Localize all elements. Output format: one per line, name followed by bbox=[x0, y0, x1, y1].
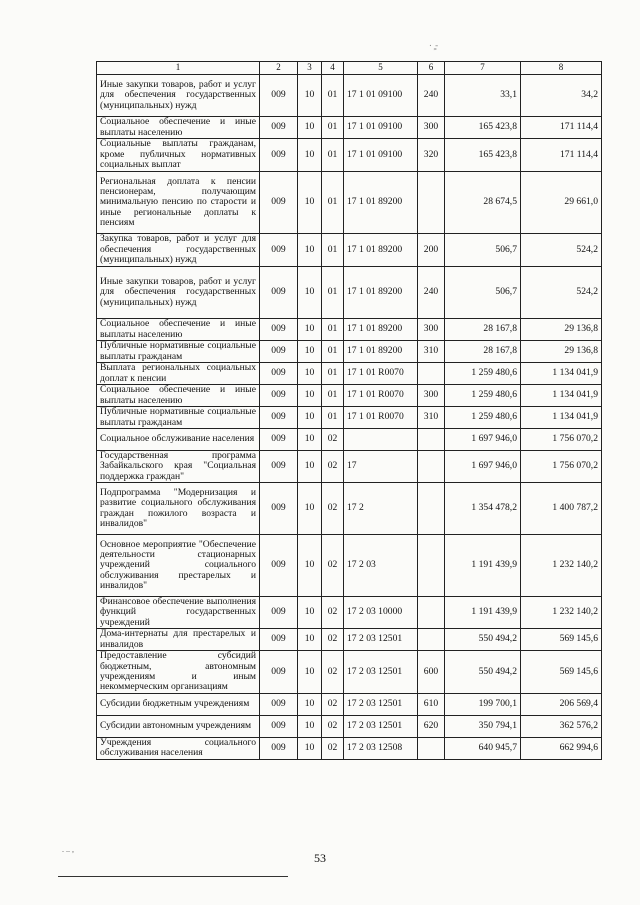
amount-year-2: 34,2 bbox=[521, 75, 602, 117]
page-number: 53 bbox=[314, 851, 326, 865]
section-code: 10 bbox=[298, 319, 322, 341]
amount-year-2: 524,2 bbox=[521, 234, 602, 267]
table-row bbox=[97, 172, 602, 234]
amount-year-2: 29 136,8 bbox=[521, 319, 602, 341]
target-article-code: 17 2 03 10000 bbox=[344, 597, 418, 629]
subsection-code: 02 bbox=[322, 429, 344, 451]
amount-year-1: 1 259 480,6 bbox=[445, 407, 521, 429]
target-article-code: 17 1 01 R0070 bbox=[344, 363, 418, 385]
table-row bbox=[97, 535, 602, 597]
ministry-code: 009 bbox=[260, 651, 298, 693]
item-name: Государственная программа Забайкальского края "Социальная поддержка граждан" bbox=[97, 451, 260, 483]
column-header: 6 bbox=[418, 62, 445, 75]
subsection-code: 02 bbox=[322, 451, 344, 483]
expense-type-code bbox=[418, 429, 445, 451]
item-name: Региональная доплата к пенсии пенсионерам, получающим минимальную пенсию по старости и иные региональные доплаты к пенсиям bbox=[97, 172, 260, 234]
section-code: 10 bbox=[298, 234, 322, 267]
item-name: Выплата региональных социальных доплат к пенсии bbox=[97, 363, 260, 385]
ministry-code: 009 bbox=[260, 429, 298, 451]
section-code: 10 bbox=[298, 267, 322, 319]
ministry-code: 009 bbox=[260, 385, 298, 407]
table-row bbox=[97, 483, 602, 535]
column-header: 2 bbox=[260, 62, 298, 75]
target-article-code: 17 2 bbox=[344, 483, 418, 535]
item-name: Социальное обеспечение и иные выплаты населению bbox=[97, 117, 260, 139]
ministry-code: 009 bbox=[260, 267, 298, 319]
subsection-code: 02 bbox=[322, 483, 344, 535]
item-name: Иные закупки товаров, работ и услуг для обеспечения государственных (муниципальных) нужд bbox=[97, 75, 260, 117]
amount-year-1: 506,7 bbox=[445, 234, 521, 267]
section-code: 10 bbox=[298, 385, 322, 407]
section-code: 10 bbox=[298, 629, 322, 651]
section-code: 10 bbox=[298, 363, 322, 385]
subsection-code: 01 bbox=[322, 267, 344, 319]
expense-type-code bbox=[418, 363, 445, 385]
ministry-code: 009 bbox=[260, 737, 298, 759]
expense-type-code: 320 bbox=[418, 139, 445, 172]
table-row bbox=[97, 651, 602, 693]
item-name: Иные закупки товаров, работ и услуг для обеспечения государственных (муниципальных) нужд bbox=[97, 267, 260, 319]
subsection-code: 02 bbox=[322, 597, 344, 629]
item-name: Подпрограмма "Модернизация и развитие социального обслуживания граждан пожилого возраста и инвалидов" bbox=[97, 483, 260, 535]
target-article-code: 17 2 03 12501 bbox=[344, 693, 418, 715]
amount-year-2: 1 134 041,9 bbox=[521, 363, 602, 385]
amount-year-1: 28 167,8 bbox=[445, 341, 521, 363]
section-code: 10 bbox=[298, 139, 322, 172]
expense-type-code bbox=[418, 172, 445, 234]
column-header: 8 bbox=[521, 62, 602, 75]
amount-year-2: 524,2 bbox=[521, 267, 602, 319]
item-name: Публичные нормативные социальные выплаты гражданам bbox=[97, 407, 260, 429]
target-article-code: 17 2 03 12501 bbox=[344, 715, 418, 737]
target-article-code: 17 1 01 89200 bbox=[344, 341, 418, 363]
target-article-code: 17 1 01 R0070 bbox=[344, 407, 418, 429]
amount-year-1: 165 423,8 bbox=[445, 117, 521, 139]
table-row bbox=[97, 715, 602, 737]
ministry-code: 009 bbox=[260, 341, 298, 363]
item-name: Основное мероприятие "Обеспечение деятельности стационарных учреждений социального обслуживания престарелых и инвалидов" bbox=[97, 535, 260, 597]
expense-type-code: 300 bbox=[418, 117, 445, 139]
section-code: 10 bbox=[298, 715, 322, 737]
item-name: Финансовое обеспечение выполнения функций государственных учреждений bbox=[97, 597, 260, 629]
ministry-code: 009 bbox=[260, 319, 298, 341]
target-article-code: 17 2 03 bbox=[344, 535, 418, 597]
target-article-code: 17 bbox=[344, 451, 418, 483]
item-name: Социальное обеспечение и иные выплаты населению bbox=[97, 319, 260, 341]
column-header: 5 bbox=[344, 62, 418, 75]
section-code: 10 bbox=[298, 172, 322, 234]
expense-type-code bbox=[418, 451, 445, 483]
amount-year-1: 1 259 480,6 bbox=[445, 385, 521, 407]
ministry-code: 009 bbox=[260, 597, 298, 629]
section-code: 10 bbox=[298, 483, 322, 535]
expense-type-code bbox=[418, 483, 445, 535]
column-header: 4 bbox=[322, 62, 344, 75]
table-row bbox=[97, 629, 602, 651]
expense-type-code bbox=[418, 629, 445, 651]
target-article-code: 17 1 01 89200 bbox=[344, 172, 418, 234]
amount-year-1: 550 494,2 bbox=[445, 651, 521, 693]
expense-type-code: 610 bbox=[418, 693, 445, 715]
subsection-code: 01 bbox=[322, 117, 344, 139]
subsection-code: 02 bbox=[322, 535, 344, 597]
target-article-code bbox=[344, 429, 418, 451]
table-row bbox=[97, 267, 602, 319]
subsection-code: 02 bbox=[322, 737, 344, 759]
table-row bbox=[97, 407, 602, 429]
subsection-code: 01 bbox=[322, 75, 344, 117]
target-article-code: 17 1 01 09100 bbox=[344, 117, 418, 139]
subsection-code: 01 bbox=[322, 341, 344, 363]
section-code: 10 bbox=[298, 117, 322, 139]
amount-year-1: 550 494,2 bbox=[445, 629, 521, 651]
ministry-code: 009 bbox=[260, 407, 298, 429]
section-code: 10 bbox=[298, 651, 322, 693]
ministry-code: 009 bbox=[260, 234, 298, 267]
table-row bbox=[97, 75, 602, 117]
amount-year-1: 199 700,1 bbox=[445, 693, 521, 715]
amount-year-2: 1 134 041,9 bbox=[521, 407, 602, 429]
amount-year-2: 29 661,0 bbox=[521, 172, 602, 234]
expense-type-code: 600 bbox=[418, 651, 445, 693]
ministry-code: 009 bbox=[260, 483, 298, 535]
target-article-code: 17 2 03 12508 bbox=[344, 737, 418, 759]
table-row bbox=[97, 693, 602, 715]
target-article-code: 17 1 01 89200 bbox=[344, 319, 418, 341]
table-row bbox=[97, 341, 602, 363]
amount-year-2: 1 134 041,9 bbox=[521, 385, 602, 407]
subsection-code: 02 bbox=[322, 651, 344, 693]
expense-type-code bbox=[418, 597, 445, 629]
amount-year-1: 28 674,5 bbox=[445, 172, 521, 234]
table-row bbox=[97, 363, 602, 385]
subsection-code: 01 bbox=[322, 363, 344, 385]
amount-year-1: 165 423,8 bbox=[445, 139, 521, 172]
amount-year-2: 1 756 070,2 bbox=[521, 429, 602, 451]
table-row bbox=[97, 139, 602, 172]
column-header: 7 bbox=[445, 62, 521, 75]
item-name: Социальные выплаты гражданам, кроме публичных нормативных социальных выплат bbox=[97, 139, 260, 172]
ministry-code: 009 bbox=[260, 451, 298, 483]
amount-year-1: 33,1 bbox=[445, 75, 521, 117]
table-row bbox=[97, 234, 602, 267]
item-name: Субсидии автономным учреждениям bbox=[97, 715, 260, 737]
subsection-code: 01 bbox=[322, 385, 344, 407]
expense-type-code: 310 bbox=[418, 407, 445, 429]
ministry-code: 009 bbox=[260, 693, 298, 715]
item-name: Субсидии бюджетным учреждениям bbox=[97, 693, 260, 715]
amount-year-2: 1 232 140,2 bbox=[521, 597, 602, 629]
ministry-code: 009 bbox=[260, 172, 298, 234]
expense-type-code bbox=[418, 535, 445, 597]
section-code: 10 bbox=[298, 429, 322, 451]
target-article-code: 17 1 01 89200 bbox=[344, 267, 418, 319]
subsection-code: 02 bbox=[322, 693, 344, 715]
amount-year-2: 569 145,6 bbox=[521, 651, 602, 693]
amount-year-1: 1 697 946,0 bbox=[445, 451, 521, 483]
subsection-code: 01 bbox=[322, 234, 344, 267]
amount-year-2: 569 145,6 bbox=[521, 629, 602, 651]
amount-year-2: 171 114,4 bbox=[521, 139, 602, 172]
expense-type-code: 310 bbox=[418, 341, 445, 363]
item-name: Учреждения социального обслуживания населения bbox=[97, 737, 260, 759]
amount-year-1: 1 191 439,9 bbox=[445, 597, 521, 629]
amount-year-2: 1 756 070,2 bbox=[521, 451, 602, 483]
expense-type-code bbox=[418, 737, 445, 759]
target-article-code: 17 2 03 12501 bbox=[344, 629, 418, 651]
amount-year-1: 1 354 478,2 bbox=[445, 483, 521, 535]
section-code: 10 bbox=[298, 407, 322, 429]
item-name: Социальное обслуживание населения bbox=[97, 429, 260, 451]
target-article-code: 17 1 01 09100 bbox=[344, 139, 418, 172]
section-code: 10 bbox=[298, 597, 322, 629]
item-name: Публичные нормативные социальные выплаты гражданам bbox=[97, 341, 260, 363]
table-row bbox=[97, 385, 602, 407]
amount-year-2: 662 994,6 bbox=[521, 737, 602, 759]
section-code: 10 bbox=[298, 75, 322, 117]
section-code: 10 bbox=[298, 693, 322, 715]
subsection-code: 01 bbox=[322, 319, 344, 341]
table-row bbox=[97, 737, 602, 759]
amount-year-1: 350 794,1 bbox=[445, 715, 521, 737]
section-code: 10 bbox=[298, 535, 322, 597]
expense-type-code: 200 bbox=[418, 234, 445, 267]
target-article-code: 17 1 01 09100 bbox=[344, 75, 418, 117]
amount-year-1: 506,7 bbox=[445, 267, 521, 319]
section-code: 10 bbox=[298, 341, 322, 363]
amount-year-2: 206 569,4 bbox=[521, 693, 602, 715]
ministry-code: 009 bbox=[260, 535, 298, 597]
target-article-code: 17 1 01 R0070 bbox=[344, 385, 418, 407]
footnote-divider bbox=[58, 876, 288, 877]
column-header: 1 bbox=[97, 62, 260, 75]
amount-year-1: 1 191 439,9 bbox=[445, 535, 521, 597]
item-name: Дома-интернаты для престарелых и инвалидов bbox=[97, 629, 260, 651]
table-row bbox=[97, 319, 602, 341]
amount-year-1: 28 167,8 bbox=[445, 319, 521, 341]
amount-year-2: 362 576,2 bbox=[521, 715, 602, 737]
item-name: Предоставление субсидий бюджетным, автономным учреждениям и иным некоммерческим организациям bbox=[97, 651, 260, 693]
subsection-code: 01 bbox=[322, 139, 344, 172]
table-row bbox=[97, 451, 602, 483]
target-article-code: 17 1 01 89200 bbox=[344, 234, 418, 267]
table-row bbox=[97, 117, 602, 139]
subsection-code: 02 bbox=[322, 629, 344, 651]
subsection-code: 01 bbox=[322, 407, 344, 429]
ministry-code: 009 bbox=[260, 629, 298, 651]
section-code: 10 bbox=[298, 737, 322, 759]
amount-year-2: 1 400 787,2 bbox=[521, 483, 602, 535]
item-name: Социальное обеспечение и иные выплаты населению bbox=[97, 385, 260, 407]
ministry-code: 009 bbox=[260, 363, 298, 385]
item-name: Закупка товаров, работ и услуг для обеспечения государственных (муниципальных) нужд bbox=[97, 234, 260, 267]
expense-type-code: 300 bbox=[418, 319, 445, 341]
expense-type-code: 240 bbox=[418, 75, 445, 117]
column-header: 3 bbox=[298, 62, 322, 75]
section-code: 10 bbox=[298, 451, 322, 483]
table-row bbox=[97, 597, 602, 629]
amount-year-2: 171 114,4 bbox=[521, 117, 602, 139]
expense-type-code: 620 bbox=[418, 715, 445, 737]
budget-table bbox=[96, 61, 602, 760]
amount-year-1: 640 945,7 bbox=[445, 737, 521, 759]
amount-year-2: 29 136,8 bbox=[521, 341, 602, 363]
expense-type-code: 300 bbox=[418, 385, 445, 407]
amount-year-1: 1 697 946,0 bbox=[445, 429, 521, 451]
subsection-code: 01 bbox=[322, 172, 344, 234]
ministry-code: 009 bbox=[260, 75, 298, 117]
header-row bbox=[97, 62, 602, 75]
target-article-code: 17 2 03 12501 bbox=[344, 651, 418, 693]
scan-mark: ٠ٍ - bbox=[428, 40, 439, 50]
table-row bbox=[97, 429, 602, 451]
ministry-code: 009 bbox=[260, 139, 298, 172]
amount-year-1: 1 259 480,6 bbox=[445, 363, 521, 385]
subsection-code: 02 bbox=[322, 715, 344, 737]
ministry-code: 009 bbox=[260, 715, 298, 737]
ministry-code: 009 bbox=[260, 117, 298, 139]
expense-type-code: 240 bbox=[418, 267, 445, 319]
amount-year-2: 1 232 140,2 bbox=[521, 535, 602, 597]
scan-speck: . .. , bbox=[62, 845, 74, 854]
